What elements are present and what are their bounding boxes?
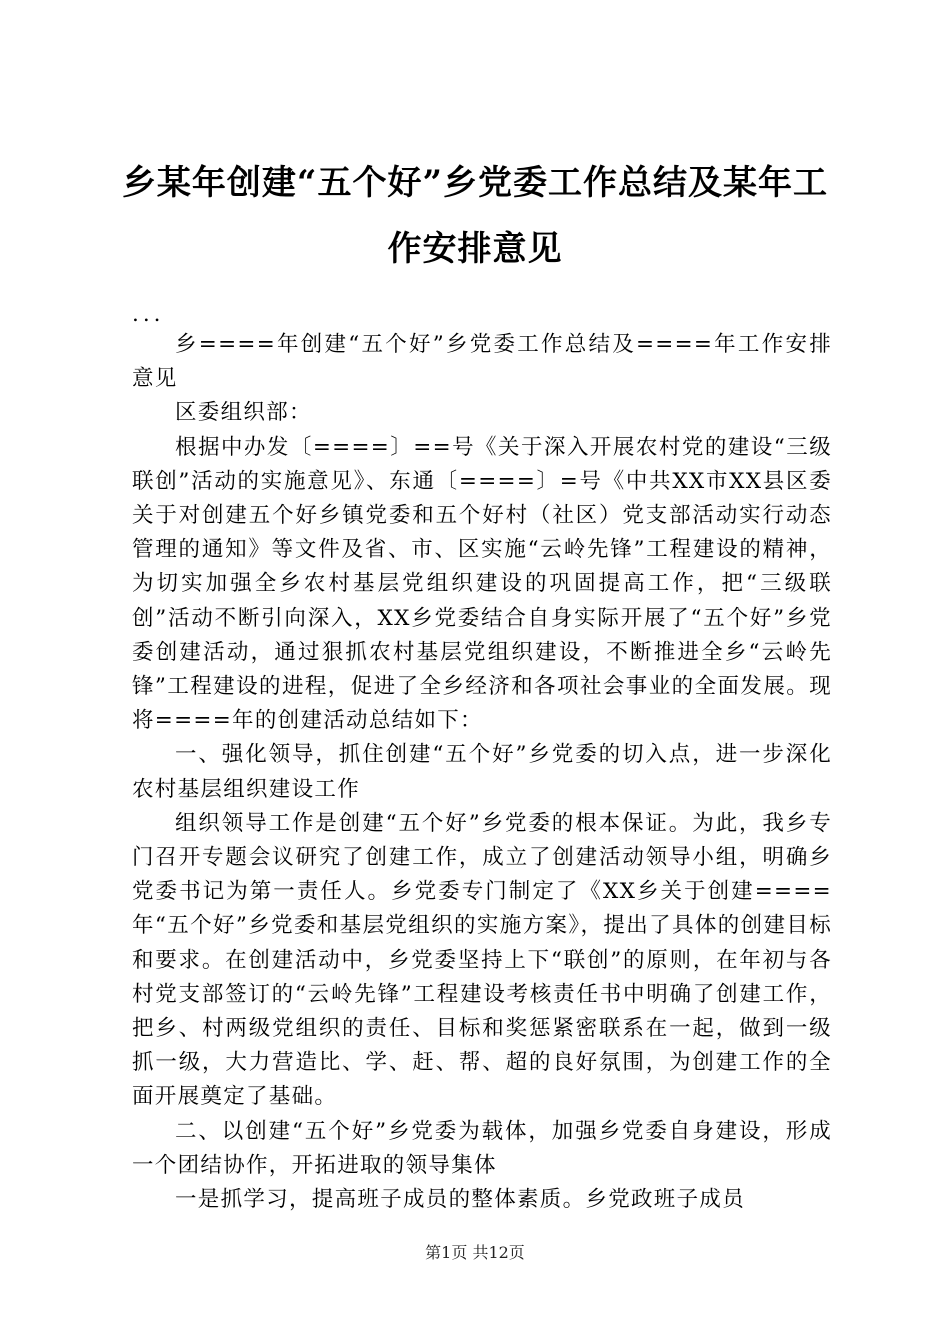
document-body bbox=[132, 300, 832, 1217]
subtitle-paragraph: 乡====年创建“五个好”乡党委工作总结及====年工作安排意见 bbox=[132, 332, 832, 392]
body-paragraph: 根据中办发〔====〕==号《关于深入开展农村党的建设“三级联创”活动的实施意见》、东通〔====〕=号《中共XX市XX县区委关于对创建五个好乡镇党委和五个好村（社区）党支部活动实行动态管理的通知》等文件及省、市、区实施“云岭先锋”工程建设的精神，为切实加强全乡农村基层党组织建设的巩固提高工作，把“三级联创”活动不断引向深入，XX乡党委结合自身实际开展了“五个好”乡党委创建活动，通过狠抓农村基层党组织建设，不断推进全乡“云岭先锋”工程建设的进程，促进了全乡经济和各项社会事业的全面发展。现将====年的创建活动总结如下： bbox=[132, 434, 832, 734]
document-title: 乡某年创建“五个好”乡党委工作总结及某年工作安排意见 bbox=[121, 163, 829, 269]
body-paragraph: 组织领导工作是创建“五个好”乡党委的根本保证。为此，我乡专门召开专题会议研究了创建工作，成立了创建活动领导小组，明确乡党委书记为第一责任人。乡党委专门制定了《XX乡关于创建====年“五个好”乡党委和基层党组织的实施方案》，提出了具体的创建目标和要求。在创建活动中，乡党委坚持上下“联创”的原则，在年初与各村党支部签订的“云岭先锋”工程建设考核责任书中明确了创建工作，把乡、村两级党组织的责任、目标和奖惩紧密联系在一起，做到一级抓一级，大力营造比、学、赶、帮、超的良好氛围，为创建工作的全面开展奠定了基础。 bbox=[132, 810, 832, 1110]
section-heading: 一、强化领导，抓住创建“五个好”乡党委的切入点，进一步深化农村基层组织建设工作 bbox=[132, 742, 832, 802]
body-paragraph: 一是抓学习，提高班子成员的整体素质。乡党政班子成员 bbox=[175, 1187, 746, 1213]
page-footer: 第1页 共12页 bbox=[425, 1243, 525, 1262]
ellipsis-marker: ... bbox=[132, 302, 165, 327]
salutation: 区委组织部： bbox=[175, 400, 312, 426]
section-heading: 二、以创建“五个好”乡党委为载体，加强乡党委自身建设，形成一个团结协作，开拓进取的领导集体 bbox=[132, 1118, 832, 1178]
